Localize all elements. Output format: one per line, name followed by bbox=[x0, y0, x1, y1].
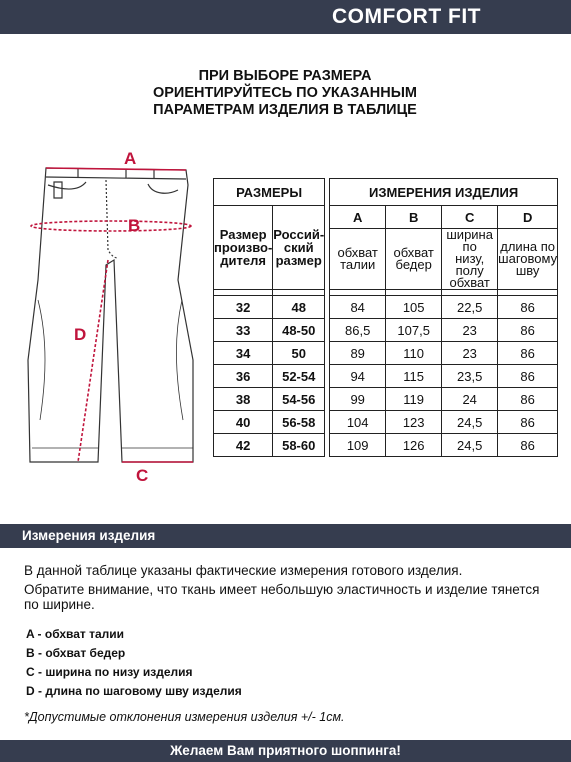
label-c: C bbox=[136, 466, 149, 485]
col-russian-size: Россий- ский размер bbox=[273, 206, 325, 290]
table-row: 38 54-56 99 119 24 86 bbox=[214, 388, 558, 411]
desc-a: обхват талии bbox=[330, 229, 386, 290]
waist-measure-line bbox=[46, 168, 186, 170]
info-paragraph-2: Обратите внимание, что ткань имеет небольшую эластичность и изделие тянется по ширине. bbox=[24, 582, 540, 612]
size-table bbox=[213, 178, 558, 457]
legend-item-a: A - обхват талии bbox=[26, 627, 125, 641]
col-letter-a: A bbox=[330, 206, 386, 229]
heading-line-2: ОРИЕНТИРУЙТЕСЬ ПО УКАЗАННЫМ bbox=[152, 85, 417, 101]
label-b: B bbox=[128, 216, 141, 235]
table-row: 32 48 84 105 22,5 86 bbox=[214, 296, 558, 319]
table-row: 34 50 89 110 23 86 bbox=[214, 342, 558, 365]
table-row: 42 58-60 109 126 24,5 86 bbox=[214, 434, 558, 457]
legend-item-c: C - ширина по низу изделия bbox=[26, 665, 193, 679]
desc-d: длина по шаговому шву bbox=[498, 229, 558, 290]
col-letter-c: C bbox=[442, 206, 498, 229]
legend-item-d: D - длина по шаговому шву изделия bbox=[26, 684, 242, 698]
banner-title: COMFORT FIT bbox=[332, 5, 481, 28]
footer-text: Желаем Вам приятного шоппинга! bbox=[170, 743, 401, 758]
table-row: 33 48-50 86,5 107,5 23 86 bbox=[214, 319, 558, 342]
jeans-diagram bbox=[18, 140, 218, 485]
footer-banner bbox=[0, 740, 571, 762]
table-row: 36 52-54 94 115 23,5 86 bbox=[214, 365, 558, 388]
section-title: Измерения изделия bbox=[22, 528, 156, 543]
desc-c: ширина по низу, полу обхват bbox=[442, 229, 498, 290]
top-banner bbox=[0, 0, 571, 34]
col-letter-d: D bbox=[498, 206, 558, 229]
col-letter-b: B bbox=[386, 206, 442, 229]
label-d: D bbox=[74, 325, 87, 344]
tolerance-note: *Допустимые отклонения измерения изделия +/- 1см. bbox=[24, 710, 345, 724]
hip-measure-line bbox=[31, 221, 191, 231]
label-a: A bbox=[124, 149, 137, 168]
col-manufacturer-size: Размер произво- дителя bbox=[214, 206, 273, 290]
instruction-heading bbox=[120, 68, 450, 119]
jeans-outline bbox=[28, 168, 193, 462]
desc-b: обхват бедер bbox=[386, 229, 442, 290]
sizes-header: РАЗМЕРЫ bbox=[214, 179, 325, 206]
inseam-measure-line bbox=[78, 260, 108, 462]
measure-lines bbox=[31, 168, 193, 462]
table-row: 40 56-58 104 123 24,5 86 bbox=[214, 411, 558, 434]
heading-line-1: ПРИ ВЫБОРЕ РАЗМЕРА bbox=[198, 68, 372, 84]
section-header bbox=[0, 524, 571, 548]
heading-line-3: ПАРАМЕТРАМ ИЗДЕЛИЯ В ТАБЛИЦЕ bbox=[153, 102, 417, 118]
legend-item-b: B - обхват бедер bbox=[26, 646, 126, 660]
info-paragraph-1: В данной таблице указаны фактические измерения готового изделия. bbox=[24, 563, 463, 578]
measures-header: ИЗМЕРЕНИЯ ИЗДЕЛИЯ bbox=[330, 179, 558, 206]
